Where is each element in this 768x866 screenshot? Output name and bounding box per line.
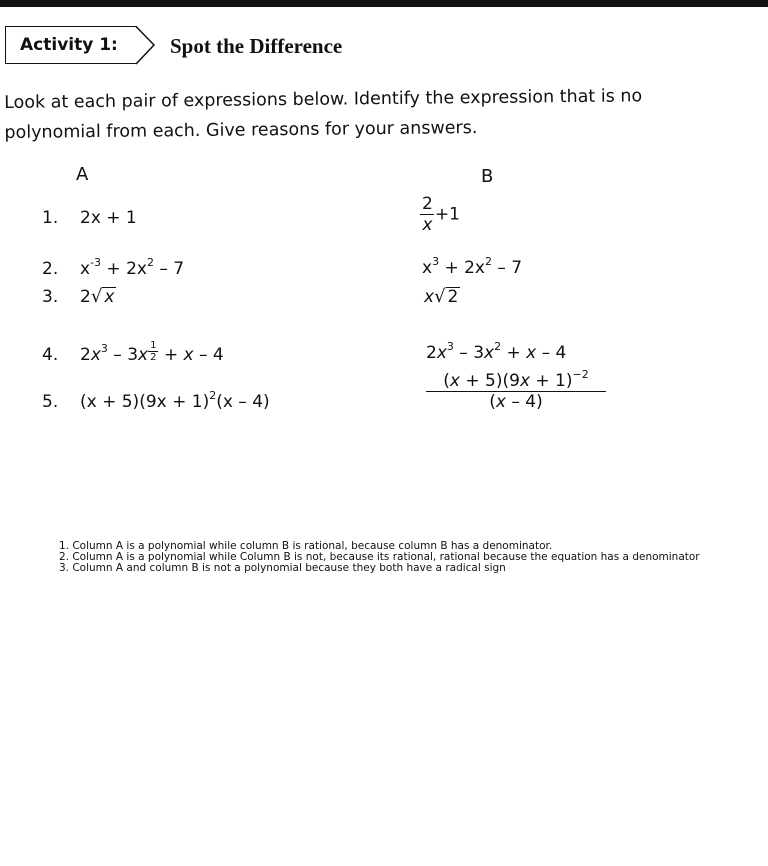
answer-1: 1. Column A is a polynomial while column B is rational, because column B has a denominator. <box>59 540 553 552</box>
item-number: 4. <box>42 345 59 365</box>
radical: √ x <box>90 286 115 307</box>
expression: 2x + 1 <box>80 208 137 228</box>
activity-label-box <box>5 26 137 64</box>
answer-2: 2. Column A is a polynomial while Column B is not, because its rational, rational because the equation has a denominator <box>59 551 700 563</box>
item-5-a <box>42 389 270 412</box>
activity-label: Activity 1: <box>20 35 118 55</box>
activity-arrow-icon <box>135 26 157 66</box>
item-number: 2. <box>42 259 59 279</box>
instructions-line-1: Look at each pair of expressions below. Identify the expression that is no <box>4 86 643 113</box>
expression: $x^{-3} + 2x^2 - 7$ <box>80 256 185 279</box>
item-5-b <box>426 368 606 412</box>
item-number: 1. <box>42 208 59 228</box>
fraction: $\frac{2}{x}$ <box>422 194 433 235</box>
fractional-exponent: $\frac{1}{2}$ <box>150 340 157 363</box>
instructions-line-2: polynomial from each. Give reasons for your answers. <box>4 118 478 143</box>
answer-3: 3. Column A and column B is not a polynomial because they both have a radical sign <box>59 562 506 574</box>
item-2-b <box>422 255 522 278</box>
activity-title: Spot the Difference <box>170 34 343 58</box>
expression: $x^3 + 2x^2 - 7$ <box>422 255 523 278</box>
column-a-header: A <box>76 164 89 185</box>
item-3-a: 3. 2 √ x <box>42 286 115 307</box>
item-2-a <box>42 256 184 279</box>
answers <box>59 541 759 574</box>
top-border <box>0 0 768 7</box>
item-4-b <box>426 340 566 363</box>
radical: √ 2 <box>434 286 459 307</box>
item-number: 5. <box>42 392 59 412</box>
fraction: $\frac{(x + 5)(9x + 1)^{-2}}{(x - 4)}$ <box>426 368 606 412</box>
item-4-a: 4. $2x^3 - 3x$ $\frac{1}{2}$ + x – 4 <box>42 340 224 365</box>
item-3-b: x √ 2 <box>424 286 459 307</box>
expression: $2x^3 - 3x^2 + x - 4$ <box>426 340 567 363</box>
item-number: 3. <box>42 287 59 307</box>
instructions <box>4 80 768 148</box>
column-b-header: B <box>481 166 494 187</box>
expression: $(x + 5)(9x + 1)^2(x - 4)$ <box>80 389 270 412</box>
item-1-b: $\frac{2}{x}$ +1 <box>422 194 460 235</box>
item-1-a <box>42 208 137 228</box>
